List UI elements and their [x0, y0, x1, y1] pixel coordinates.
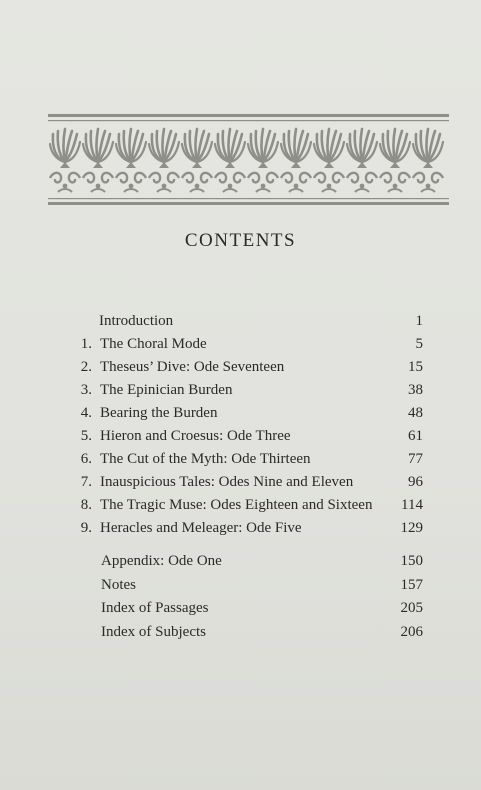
toc-entry-chapter-8[interactable]	[0, 494, 481, 516]
toc-entry-page: 61	[408, 428, 423, 444]
toc-entry-page: 1	[415, 313, 423, 329]
toc-entry-page: 157	[400, 577, 423, 593]
toc-entry-page: 38	[408, 382, 423, 398]
toc-entry-title: Index of Passages	[101, 600, 209, 616]
toc-entry-title: Heracles and Meleager: Ode Five	[100, 520, 302, 536]
toc-entry-page: 5	[415, 336, 423, 352]
toc-entry-number: 3.	[80, 382, 92, 398]
toc-entry-page: 114	[401, 497, 423, 513]
toc-entry-title: Bearing the Burden	[100, 405, 218, 421]
toc-entry-index-of-passages[interactable]	[0, 597, 481, 619]
toc-entry-chapter-5[interactable]	[0, 425, 481, 447]
contents-heading: CONTENTS	[184, 230, 297, 251]
toc-entry-chapter-4[interactable]	[0, 402, 481, 424]
toc-entry-page: 96	[408, 474, 423, 490]
toc-entry-title: The Tragic Muse: Odes Eighteen and Sixteen	[100, 497, 373, 513]
toc-entry-number: 4.	[80, 405, 92, 421]
toc-entry-chapter-3[interactable]	[0, 379, 481, 401]
toc-entry-chapter-7[interactable]	[0, 471, 481, 493]
toc-entry-chapter-6[interactable]	[0, 448, 481, 470]
toc-entry-chapter-9[interactable]	[0, 517, 481, 539]
toc-entry-chapter-1[interactable]	[0, 333, 481, 355]
toc-entry-title: Index of Subjects	[101, 624, 206, 640]
toc-entry-title: Hieron and Croesus: Ode Three	[100, 428, 291, 444]
toc-entry-number: 9.	[80, 520, 92, 536]
toc-entry-title: The Cut of the Myth: Ode Thirteen	[100, 451, 311, 467]
toc-entry-number: 5.	[80, 428, 92, 444]
toc-entry-title: Inauspicious Tales: Odes Nine and Eleven	[100, 474, 354, 490]
toc-entry-index-of-subjects[interactable]	[0, 621, 481, 643]
toc-entry-title: The Choral Mode	[100, 336, 207, 352]
anthemion-border-ornament	[48, 114, 449, 210]
toc-entry-title: Theseus’ Dive: Ode Seventeen	[100, 359, 285, 375]
toc-entry-number: 8.	[80, 497, 92, 513]
toc-entry-page: 150	[400, 553, 423, 569]
toc-entry-title: Notes	[101, 577, 136, 593]
toc-entry-chapter-2[interactable]	[0, 356, 481, 378]
toc-entry-title: The Epinician Burden	[100, 382, 233, 398]
toc-entry-appendix[interactable]	[0, 550, 481, 572]
toc-entry-introduction[interactable]	[0, 310, 481, 332]
toc-entry-page: 129	[400, 520, 423, 536]
toc-entry-title: Appendix: Ode One	[101, 553, 222, 569]
toc-entry-page: 15	[408, 359, 423, 375]
toc-entry-notes[interactable]	[0, 574, 481, 596]
toc-entry-page: 205	[400, 600, 423, 616]
toc-entry-number: 6.	[80, 451, 92, 467]
toc-entry-title: Introduction	[99, 313, 174, 329]
toc-entry-number: 7.	[80, 474, 92, 490]
toc-entry-number: 2.	[80, 359, 92, 375]
toc-entry-page: 206	[400, 624, 423, 640]
toc-entry-page: 48	[408, 405, 423, 421]
toc-entry-number: 1.	[80, 336, 92, 352]
toc-entry-page: 77	[408, 451, 423, 467]
